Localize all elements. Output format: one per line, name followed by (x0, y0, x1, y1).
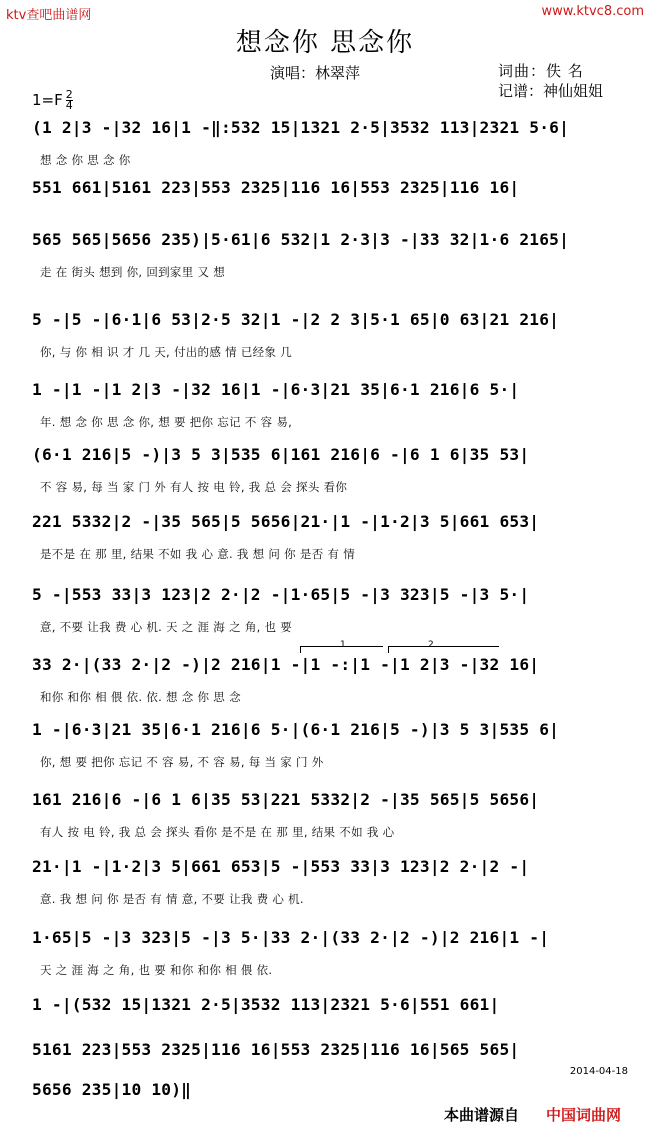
notation-line: 5 -|553 33|3 123|2 2·|2 -|1·65|5 -|3 323|5 -|3 5·| (32, 585, 530, 604)
footer-brand-link[interactable]: 中国词曲网 (546, 1106, 622, 1124)
lyric-line: 有人 按 电 铃, 我 总 会 探头 看你 是不是 在 那 里, 结果 不如 我 心 (40, 825, 395, 839)
lyric-line: 和你 和你 相 偎 依. 依. 想 念 你 思 念 (40, 690, 241, 704)
notation-line: 5656 235|10 10)‖ (32, 1080, 192, 1099)
lyric-line: 意. 我 想 问 你 是否 有 情 意, 不要 让我 费 心 机. (40, 892, 304, 906)
key-label: 1=F (32, 91, 63, 109)
singer-credit: 演唱：林翠萍 (270, 64, 361, 82)
site-logo-left[interactable]: ktv查吧曲谱网 (6, 8, 92, 23)
footer-source-text: 本曲谱源自 (444, 1106, 520, 1124)
notation-line: 551 661|5161 223|553 2325|116 16|553 2325|116 16| (32, 178, 520, 197)
lyric-line: 不 容 易, 每 当 家 门 外 有人 按 电 铃, 我 总 会 探头 看你 (40, 480, 348, 494)
notation-line: 1 -|(532 15|1321 2·5|3532 113|2321 5·6|551 661| (32, 995, 500, 1014)
notation-line: 5 -|5 -|6·1|6 53|2·5 32|1 -|2 2 3|5·1 65|0 63|21 216| (32, 310, 560, 329)
notation-line: 221 5332|2 -|35 565|5 5656|21·|1 -|1·2|3 5|661 653| (32, 512, 540, 531)
song-title: 想念你 思念你 (235, 28, 415, 58)
notation-line: 1 -|1 -|1 2|3 -|32 16|1 -|6·3|21 35|6·1 216|6 5·| (32, 380, 520, 399)
lyric-line: 走 在 街头 想到 你, 回到家里 又 想 (40, 265, 226, 279)
lyric-line: 是不是 在 那 里, 结果 不如 我 心 意. 我 想 问 你 是否 有 情 (40, 547, 356, 561)
lyric-line: 天 之 涯 海 之 角, 也 要 和你 和你 相 偎 依. (40, 963, 273, 977)
notation-line: 21·|1 -|1·2|3 5|661 653|5 -|553 33|3 123|2 2·|2 -| (32, 857, 530, 876)
notation-line: 1 -|6·3|21 35|6·1 216|6 5·|(6·1 216|5 -)|3 5 3|535 6| (32, 720, 560, 739)
key-signature (32, 90, 73, 111)
notation-line: (6·1 216|5 -)|3 5 3|535 6|161 216|6 -|6 1 6|35 53| (32, 445, 530, 464)
notation-line: 565 565|5656 235)|5·61|6 532|1 2·3|3 -|33 32|1·6 2165| (32, 230, 570, 249)
notation-line: 161 216|6 -|6 1 6|35 53|221 5332|2 -|35 565|5 5656| (32, 790, 540, 809)
composer-credit: 词曲：佚 名 (498, 62, 584, 80)
volta-2-number: 2 (428, 640, 434, 650)
volta-1-number: 1 (340, 640, 346, 650)
site-url-right[interactable]: www.ktvc8.com (541, 4, 644, 19)
volta-2-bracket (388, 646, 499, 653)
lyric-line: 你, 想 要 把你 忘记 不 容 易, 不 容 易, 每 当 家 门 外 (40, 755, 324, 769)
time-signature: $\frac{2}{4}$ (65, 88, 73, 112)
notation-line: 1·65|5 -|3 323|5 -|3 5·|33 2·|(33 2·|2 -)|2 216|1 -| (32, 928, 550, 947)
lyric-line: 意, 不要 让我 费 心 机. 天 之 涯 海 之 角, 也 要 (40, 620, 293, 634)
notation-line: 5161 223|553 2325|116 16|553 2325|116 16|565 565| (32, 1040, 520, 1059)
transcriber-credit: 记谱：神仙姐姐 (498, 82, 604, 100)
lyric-line: 你, 与 你 相 识 才 几 天, 付出的感 情 已经象 几 (40, 345, 293, 359)
transcription-date: 2014-04-18 (569, 1066, 628, 1077)
lyric-line: 想 念 你 思 念 你 (40, 153, 131, 167)
lyric-line: 年. 想 念 你 思 念 你, 想 要 把你 忘记 不 容 易, (40, 415, 293, 429)
notation-line: 33 2·|(33 2·|2 -)|2 216|1 -|1 -:|1 -|1 2|3 -|32 16| (32, 655, 540, 674)
notation-line: (1 2|3 -|32 16|1 -‖:532 15|1321 2·5|3532 113|2321 5·6| (32, 118, 570, 137)
